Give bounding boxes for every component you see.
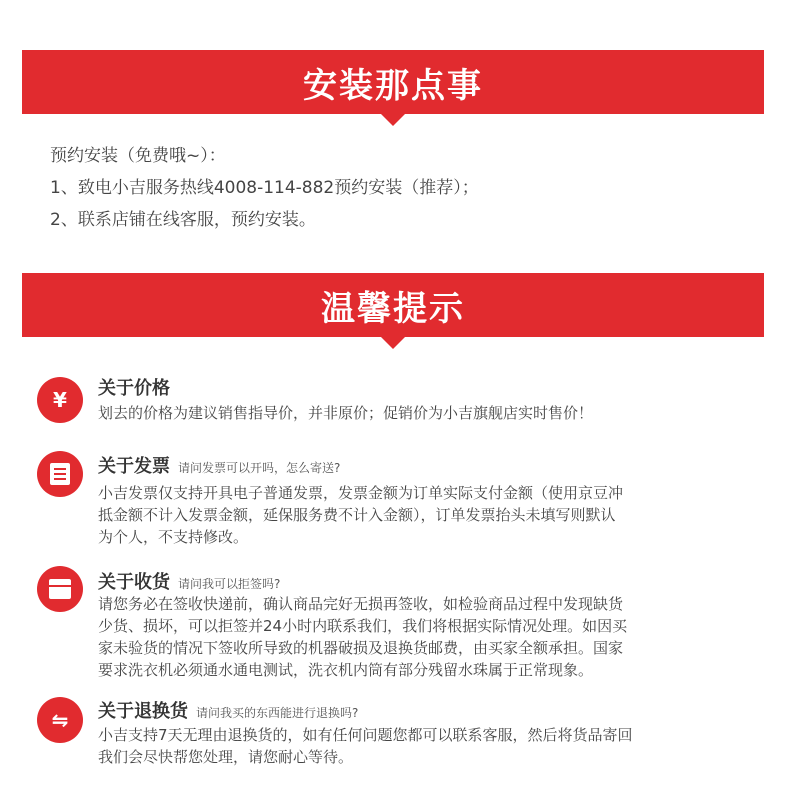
tips-banner <box>22 273 764 337</box>
install-heading: 安装那点事 <box>303 65 483 106</box>
tip-returns-body <box>98 724 766 768</box>
tip-delivery-header <box>98 568 280 594</box>
tip-body-line: 为个人，不支持修改。 <box>98 528 249 546</box>
tip-invoice-header <box>98 452 340 478</box>
tip-price-header <box>98 374 170 400</box>
package-icon <box>37 566 83 612</box>
tip-body-line: 要求洗衣机必须通水通电测试，洗衣机内筒有部分残留水珠属于正常现象。 <box>98 661 594 679</box>
tip-delivery-subtitle: 请问我可以拒签吗? <box>178 577 281 591</box>
tip-body-line: 小吉发票仅支持开具电子普通发票，发票金额为订单实际支付金额（使用京豆冲 <box>98 484 624 502</box>
tip-body-line: 请您务必在签收快递前，确认商品完好无损再签收，如检验商品过程中发现缺货 <box>98 595 624 613</box>
install-line: 预约安装（免费哦~）： <box>50 146 226 166</box>
tip-body-line: 我们会尽快帮您处理，请您耐心等待。 <box>98 748 354 766</box>
tip-body-line: 少货、损坏，可以拒签并24小时内联系我们，我们将根据实际情况处理。如因买 <box>98 617 628 635</box>
tip-body-line: 划去的价格为建议销售指导价，并非原价；促销价为小吉旗舰店实时售价！ <box>98 404 594 422</box>
tip-price-body <box>98 402 766 424</box>
tip-body-line: 抵金额不计入发票金额，延保服务费不计入金额），订单发票抬头未填写则默认 <box>98 506 616 524</box>
tip-invoice-title: 关于发票 <box>98 456 170 477</box>
tip-delivery-body <box>98 593 766 681</box>
invoice-icon <box>37 451 83 497</box>
tip-delivery-title: 关于收货 <box>98 572 170 593</box>
tip-invoice-subtitle: 请问发票可以开吗，怎么寄送? <box>178 461 341 475</box>
install-banner <box>22 50 764 114</box>
tip-price-title: 关于价格 <box>98 378 170 399</box>
tips-heading: 温馨提示 <box>321 288 465 329</box>
tip-invoice-body <box>98 482 766 548</box>
exchange-icon: ⇋ <box>37 697 83 743</box>
tip-body-line: 家未验货的情况下签收所导致的机器破损及退换货邮费，由买家全额承担。国家 <box>98 639 624 657</box>
tip-returns-header <box>98 697 358 723</box>
yen-icon: ¥ <box>37 377 83 423</box>
tip-body-line: 小吉支持7天无理由退换货的，如有任何问题您都可以联系客服，然后将货品寄回 <box>98 726 633 744</box>
install-instructions <box>50 140 479 236</box>
install-line: 1、致电小吉服务热线4008-114-882预约安装（推荐）； <box>50 178 479 198</box>
tip-returns-title: 关于退换货 <box>98 701 188 722</box>
tip-returns-subtitle: 请问我买的东西能进行退换吗? <box>196 706 359 720</box>
install-line: 2、联系店铺在线客服，预约安装。 <box>50 210 316 230</box>
